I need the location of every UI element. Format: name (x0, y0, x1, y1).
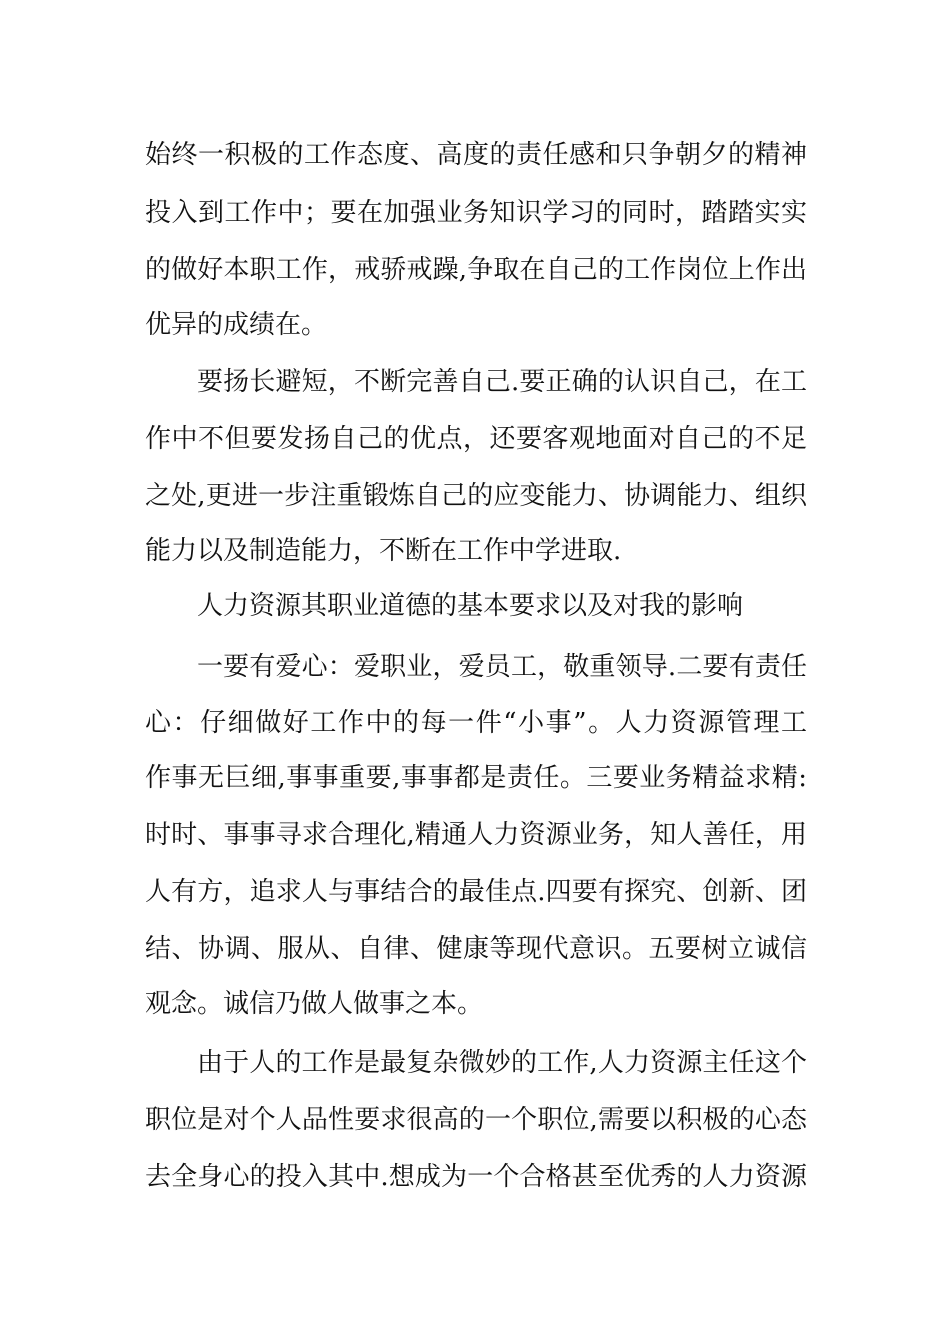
paragraph-4-line-5: 人有方，追求人与事结合的最佳点.四要有探究、创新、团 (145, 877, 807, 907)
paragraph-1-line-1: 始终一积极的工作态度、高度的责任感和只争朝夕的精神 (145, 140, 807, 170)
paragraph-4-line-7: 观念。诚信乃做人做事之本。 (145, 989, 484, 1019)
paragraph-4-line-4: 时时、事事寻求合理化,精通人力资源业务，知人善任，用 (145, 820, 807, 850)
paragraph-4-line-3: 作事无巨细,事事重要,事事都是责任。三要业务精益求精: (145, 763, 807, 793)
paragraph-1-line-4: 优异的成绩在。 (145, 310, 328, 340)
paragraph-5-line-3: 去全身心的投入其中.想成为一个合格甚至优秀的人力资源 (145, 1162, 807, 1192)
paragraph-4-line-1: 一要有爱心：爱职业，爱员工，敬重领导.二要有责任 (197, 652, 807, 682)
paragraph-4-line-6: 结、协调、服从、自律、健康等现代意识。五要树立诚信 (145, 934, 807, 964)
paragraph-2-line-2: 作中不但要发扬自己的优点，还要客观地面对自己的不足 (145, 424, 807, 454)
paragraph-5-line-2: 职位是对个人品性要求很高的一个职位,需要以积极的心态 (145, 1105, 807, 1135)
paragraph-2-line-1: 要扬长避短，不断完善自己.要正确的认识自己，在工 (197, 367, 807, 397)
paragraph-2-line-3: 之处,更进一步注重锻炼自己的应变能力、协调能力、组织 (145, 481, 807, 511)
paragraph-2-line-4: 能力以及制造能力，不断在工作中学进取. (145, 536, 622, 566)
paragraph-4-line-2: 心：仔细做好工作中的每一件“小事”。人力资源管理工 (145, 708, 807, 738)
paragraph-1-line-3: 的做好本职工作，戒骄戒躁,争取在自己的工作岗位上作出 (145, 255, 807, 285)
paragraph-5-line-1: 由于人的工作是最复杂微妙的工作,人力资源主任这个 (197, 1048, 807, 1078)
paragraph-3-line-1: 人力资源其职业道德的基本要求以及对我的影响 (197, 591, 744, 621)
paragraph-1-line-2: 投入到工作中；要在加强业务知识学习的同时，踏踏实实 (145, 198, 807, 228)
